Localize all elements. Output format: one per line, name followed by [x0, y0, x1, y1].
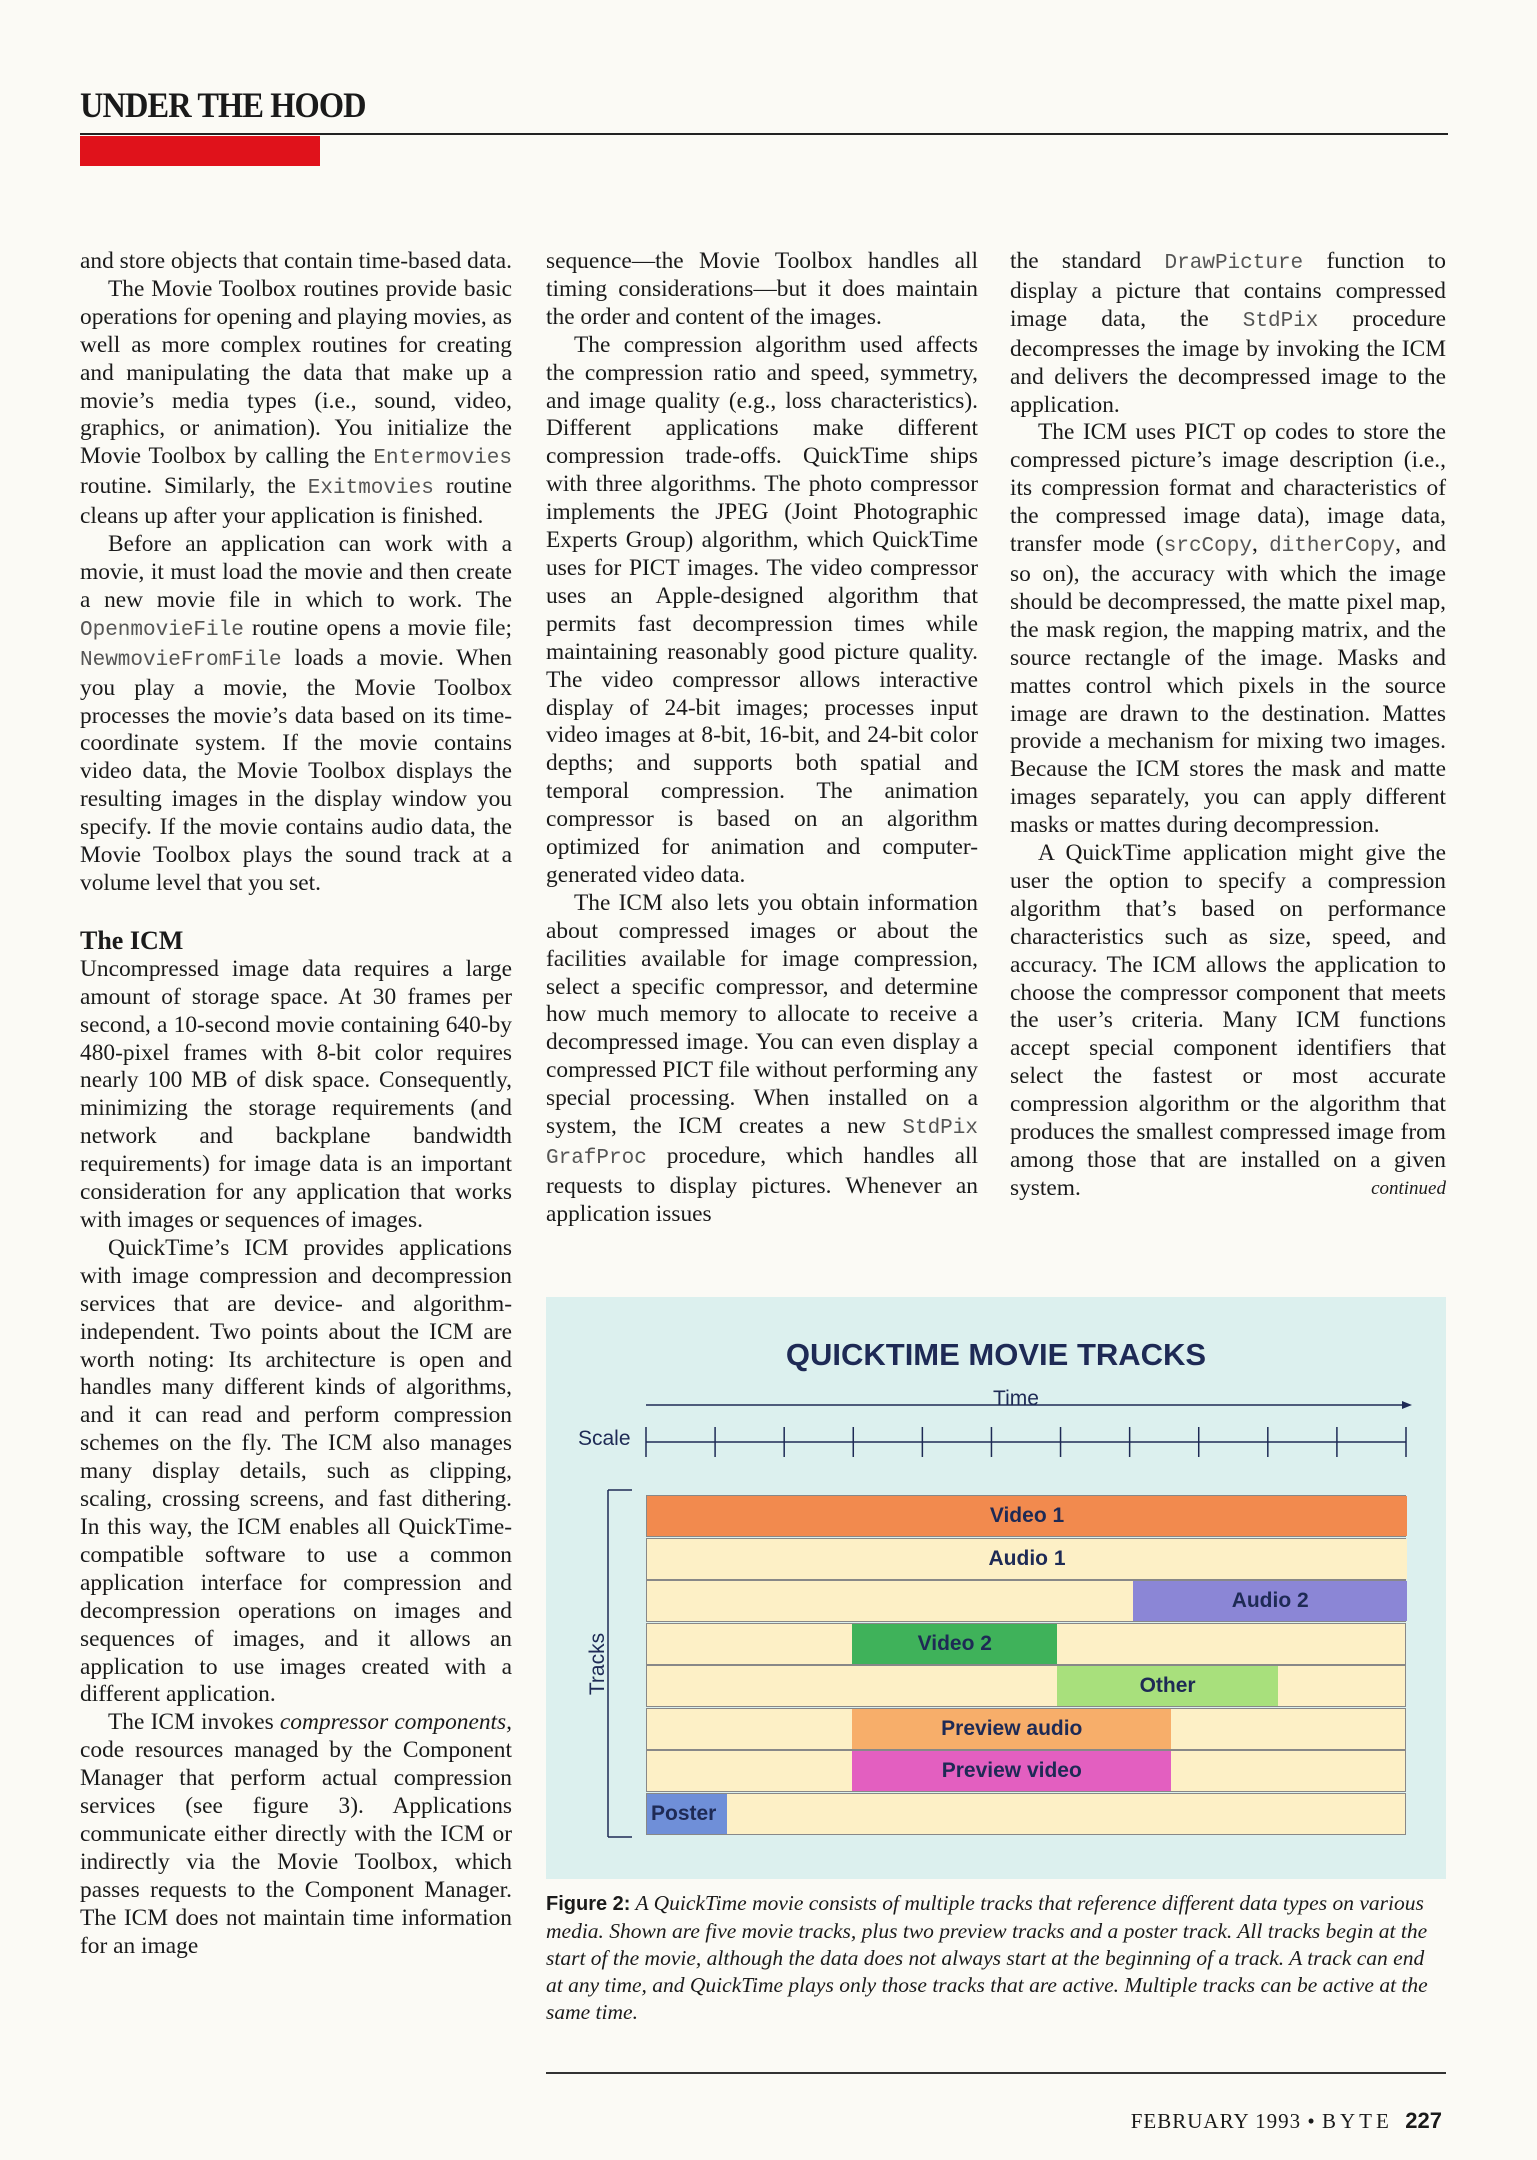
- track-segment-poster: Poster: [647, 1794, 727, 1834]
- paragraph: The ICM uses PICT op codes to store the compressed picture’s image description (i.e., its compression format and characteristics of the compressed image data), image data, transfer mode (srcCopy, ditherCopy, and so on), the accuracy with which the image should be decompressed, the matte pixel map, the mask region, the mapping matrix, and the source rectangle of the image. Masks and mattes control which pixels in the source image are drawn to the destination. Mattes provide a mechanism for mixing two images. Because the ICM stores the mask and matte images separately, you can apply different masks or mattes during decompression.: [1010, 419, 1446, 839]
- figure-caption: Figure 2: A QuickTime movie consists of multiple tracks that reference different data types on various media. Shown are five movie tracks, plus two preview tracks and a poster track. All tracks begin at the start of the movie, although the data does not always start at the beginning of a track. A track can end at any time, and QuickTime plays only those tracks that are active. Multiple tracks can be active at the same time.: [546, 1891, 1428, 2024]
- code-entermovies: Entermovies: [373, 447, 512, 471]
- footer-separator: •: [1307, 2109, 1316, 2133]
- time-arrow-head: [1402, 1401, 1412, 1409]
- scale-label: Scale: [578, 1427, 631, 1450]
- header-red-bar: [80, 136, 320, 166]
- track-segment-other: Other: [1057, 1666, 1277, 1706]
- track-row: [646, 1538, 1406, 1580]
- header-rule: [80, 133, 1448, 135]
- time-label: Time: [993, 1387, 1039, 1410]
- continued-label: continued: [1371, 1177, 1446, 1199]
- track-row: [646, 1495, 1406, 1537]
- paragraph: Uncompressed image data requires a large amount of storage space. At 30 frames per second, a 10-second movie containing 640-by 480-pixel frames with 8-bit color requires nearly 100 MB of disk space. Consequently, minimizing the storage requirements (and network and backplane bandwidth requirements) for image data is an important consideration for any application that works with images or sequences of images.: [80, 955, 512, 1233]
- track-row: [646, 1665, 1406, 1707]
- paragraph: The ICM invokes compressor components, code resources managed by the Component Manager that perform actual compression services (see figure 3). Applications communicate either directly with the ICM or indirectly via the Movie Toolbox, which passes requests to the Component Manager. The ICM does not maintain time information for an image: [80, 1709, 512, 1959]
- paragraph: The Movie Toolbox routines provide basic operations for opening and playing movies, as well as more complex routines for creating and manipulating the data that make up a movie’s media types (i.e., sound, video, graphics, or animation). You initialize the Movie Toolbox by calling the Entermovies routine. Similarly, the Exitmovies routine cleans up after your application is finished.: [80, 275, 512, 530]
- code-exitmovies: Exitmovies: [307, 477, 434, 501]
- paragraph: Before an application can work with a movie, it must load the movie and then create a new movie file in which to work. The OpenmovieFile routine opens a movie file; NewmovieFromFile loads a movie. When you play a movie, the Movie Toolbox processes the movie’s data based on its time-coordinate system. If the movie contains video data, the Movie Toolbox displays the resulting images in the display window you specify. If the movie contains audio data, the Movie Toolbox plays the sound track at a volume level that you set.: [80, 531, 512, 896]
- track-segment-video-2: Video 2: [852, 1624, 1057, 1664]
- column-2: [546, 248, 978, 1229]
- track-segment-audio-1: Audio 1: [647, 1539, 1407, 1579]
- track-segment-video-1: Video 1: [647, 1496, 1407, 1536]
- paragraph: A QuickTime application might give the user the option to specify a compression algorithm that’s based on performance characteristics such as size, speed, and accuracy. The ICM allows the application to choose the compressor component that meets the user’s criteria. Many ICM functions accept special component identifiers that select the fastest or most accurate compression algorithm or the algorithm that produces the smallest compressed image from among those that are installed on a given system. continued: [1010, 840, 1446, 1201]
- figure-title: QUICKTIME MOVIE TRACKS: [785, 1337, 1207, 1372]
- paragraph: and store objects that contain time-based data.: [80, 248, 512, 274]
- footer-magazine: BYTE: [1321, 2109, 1393, 2133]
- column-1: [80, 248, 512, 1960]
- code-drawpicture: DrawPicture: [1164, 252, 1304, 275]
- paragraph: The ICM also lets you obtain information about compressed images or about the facilities available for image compression, select a specific compressor, and determine how much memory to allocate to receive a decompressed image. You can even display a compressed PICT file without performing any special processing. When installed on a system, the ICM creates a new StdPix GrafProc procedure, which handles all requests to display pictures. Whenever an application issues: [546, 889, 978, 1227]
- footer-date: FEBRUARY 1993: [1130, 2109, 1302, 2133]
- code-openmoviefile: OpenmovieFile: [80, 618, 244, 642]
- bottom-rule: [546, 2072, 1446, 2074]
- page-number: 227: [1405, 2108, 1442, 2133]
- paragraph: The compression algorithm used affects the compression ratio and speed, symmetry, and image quality (e.g., loss characteristics). Different applications make different compression trade-offs. QuickTime ships with three algorithms. The photo compressor implements the JPEG (Joint Photographic Experts Group) algorithm, which QuickTime uses for PICT images. The video compressor uses an Apple-designed algorithm that permits fast decompression times while maintaining reasonably good picture quality. The video compressor allows interactive display of 24-bit images; processes input video images at 8-bit, 16-bit, and 24-bit color depths; and supports both spatial and temporal compression. The animation compressor is based on an algorithm optimized for animation and computer-generated video data.: [546, 331, 978, 888]
- track-row: [646, 1623, 1406, 1665]
- track-segment-audio-2: Audio 2: [1133, 1581, 1407, 1621]
- subheading-icm: The ICM: [80, 925, 184, 955]
- column-3: [1010, 248, 1446, 1203]
- track-segment-preview-audio: Preview audio: [852, 1709, 1171, 1749]
- track-segment-preview-video: Preview video: [852, 1751, 1171, 1791]
- track-row: [646, 1580, 1406, 1622]
- section-title: UNDER THE HOOD: [80, 85, 366, 125]
- track-row: [646, 1708, 1406, 1750]
- paragraph: QuickTime’s ICM provides applications with image compression and decompression services that are device- and algorithm-independent. Two points about the ICM are worth noting: Its architecture is open and handles many different kinds of algorithms, and it can read and perform compression schemes on the fly. The ICM also manages many display details, such as clipping, scaling, crossing screens, and fast dithering. In this way, the ICM enables all QuickTime-compatible software to use a common application interface for compression and decompression operations on images and sequences of images, and it allows an application to use images created with a different application.: [80, 1234, 512, 1708]
- track-row: [646, 1750, 1406, 1792]
- tracks-label: Tracks: [586, 1632, 609, 1696]
- code-srccopy: srcCopy: [1163, 535, 1252, 559]
- code-dithercopy: ditherCopy: [1269, 535, 1396, 559]
- code-newmoviefromfile: NewmovieFromFile: [80, 648, 282, 672]
- code-stdpix: StdPix: [1242, 309, 1319, 333]
- paragraph: the standard DrawPicture function to display a picture that contains compressed image data, the StdPix procedure decompresses the image by invoking the ICM and delivers the decompressed image to the application.: [1010, 248, 1447, 418]
- page-footer: [1131, 2108, 1442, 2134]
- paragraph: sequence—the Movie Toolbox handles all timing considerations—but it does maintain the order and content of the images.: [546, 248, 978, 330]
- track-row: [646, 1793, 1406, 1835]
- code-stdpix-grafproc: StdPix GrafProc: [546, 1117, 978, 1170]
- figure-quicktime-tracks: [546, 1297, 1446, 1879]
